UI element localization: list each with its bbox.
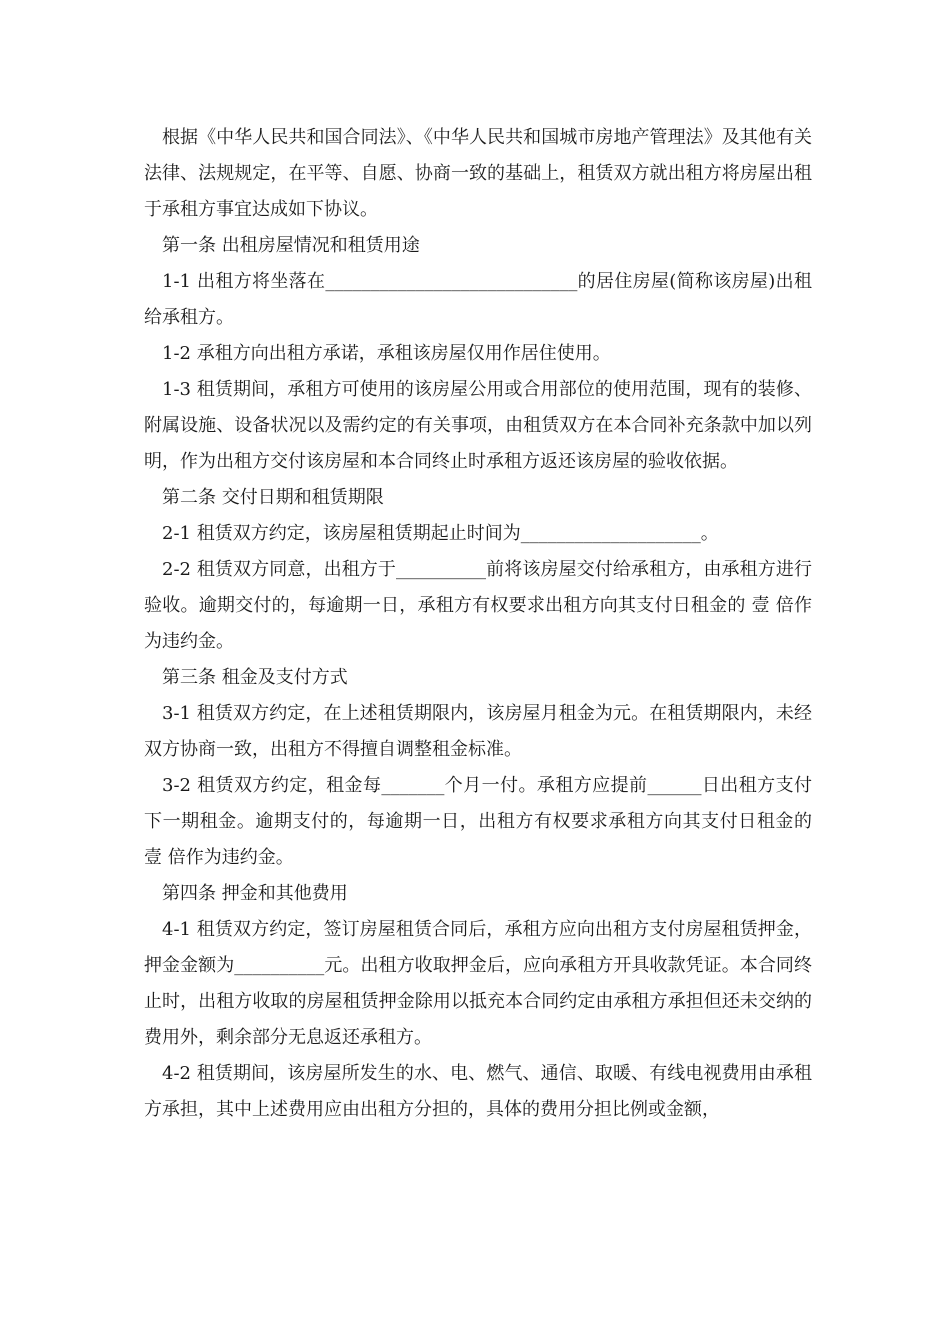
article-4-heading: 第四条 押金和其他费用 [162,883,348,904]
clause-1-1: 1-1 出租方将坐落在____________________________的居住房屋(简称该房屋)出租给承租方。 [144,271,812,328]
clause-3-2: 3-2 租赁双方约定，租金每_______个月一付。承租方应提前______日出租方支付下一期租金。逾期支付的，每逾期一日，出租方有权要求承租方向其支付日租金的 壹 倍作为违约金。 [144,775,818,868]
contract-body [144,120,818,1128]
clause-3-1: 3-1 租赁双方约定，在上述租赁期限内，该房屋月租金为元。在租赁期限内，未经双方协商一致，出租方不得擅自调整租金标准。 [144,703,812,760]
article-2-heading: 第二条 交付日期和租赁期限 [162,487,384,508]
clause-4-1: 4-1 租赁双方约定，签订房屋租赁合同后，承租方应向出租方支付房屋租赁押金，押金金额为__________元。出租方收取押金后，应向承租方开具收款凭证。本合同终止时，出租方收取的房屋租赁押金除用以抵充本合同约定由承租方承担但还未交纳的费用外，剩余部分无息返还承租方。 [144,919,812,1048]
clause-2-1: 2-1 租赁双方约定，该房屋租赁期起止时间为____________________。 [162,523,719,544]
preamble-paragraph: 根据《中华人民共和国合同法》、《中华人民共和国城市房地产管理法》及其他有关法律、法规规定，在平等、自愿、协商一致的基础上，租赁双方就出租方将房屋出租于承租方事宜达成如下协议。 [144,127,812,220]
clause-1-2: 1-2 承租方向出租方承诺，承租该房屋仅用作居住使用。 [162,343,611,364]
clause-2-2: 2-2 租赁双方同意，出租方于__________前将该房屋交付给承租方，由承租方进行验收。逾期交付的，每逾期一日，承租方有权要求出租方向其支付日租金的 壹 倍作为违约金。 [144,559,812,652]
clause-1-3: 1-3 租赁期间，承租方可使用的该房屋公用或合用部位的使用范围，现有的装修、附属设施、设备状况以及需约定的有关事项，由租赁双方在本合同补充条款中加以列明，作为出租方交付该房屋和本合同终止时承租方返还该房屋的验收依据。 [144,379,812,472]
article-3-heading: 第三条 租金及支付方式 [162,667,348,688]
clause-4-2: 4-2 租赁期间，该房屋所发生的水、电、燃气、通信、取暖、有线电视费用由承租方承担，其中上述费用应由出租方分担的，具体的费用分担比例或金额， [144,1063,812,1120]
article-1-heading: 第一条 出租房屋情况和租赁用途 [162,235,420,256]
